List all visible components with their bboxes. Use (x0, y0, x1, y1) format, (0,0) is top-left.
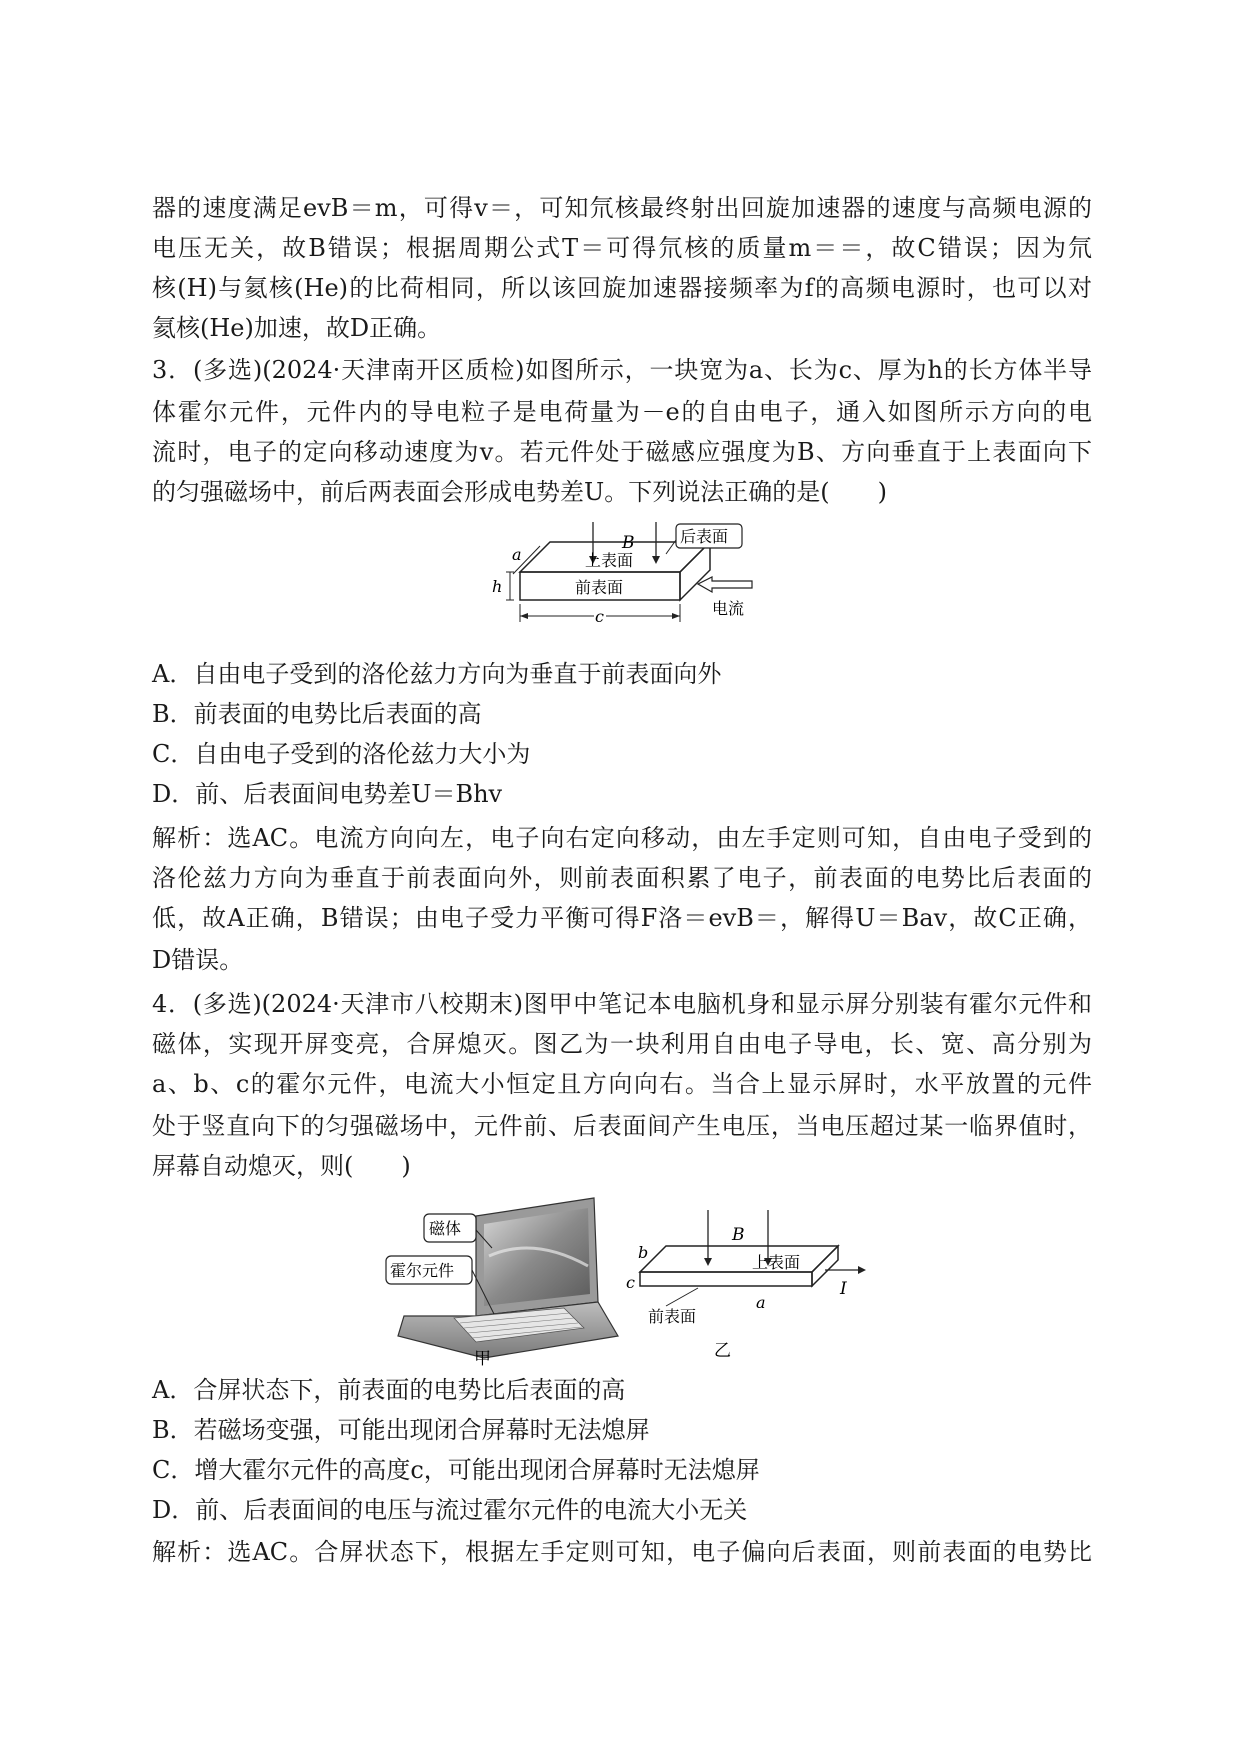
q3-analysis-line: 低，故A正确，B错误；由电子受力平衡可得F洛＝evB＝，解得U＝Bav，故C正确， (152, 904, 1092, 932)
magnet-label: 磁体 (429, 1219, 462, 1238)
q4-stem-line: a、b、c的霍尔元件，电流大小恒定且方向向右。当合上显示屏时，水平放置的元件 (152, 1070, 1092, 1098)
magnetic-field-label: B (622, 533, 635, 553)
q3-option-c: C．自由电子受到的洛伦兹力大小为 (152, 740, 531, 768)
thickness-label-h: h (492, 577, 503, 596)
magnetic-field-label: B (732, 1225, 745, 1245)
q3-option-a: A．自由电子受到的洛伦兹力方向为垂直于前表面向外 (152, 660, 722, 688)
text-line: 器的速度满足evB＝m，可得v＝，可知氘核最终射出回旋加速器的速度与高频电源的 (152, 194, 1092, 222)
width-label-a: a (512, 545, 522, 564)
text-line: 电压无关，故B错误；根据周期公式T＝可得氘核的质量m＝＝，故C错误；因为氘 (152, 234, 1092, 262)
q4-option-a: A．合屏状态下，前表面的电势比后表面的高 (152, 1376, 626, 1404)
q3-stem-line: 3．(多选)(2024·天津南开区质检)如图所示，一块宽为a、长为c、厚为h的长方体半导 (152, 356, 1092, 384)
current-label: 电流 (712, 599, 745, 618)
q4-laptop-figure (384, 1196, 624, 1366)
length-label-a: a (756, 1293, 766, 1312)
current-label-I: I (840, 1279, 847, 1299)
q4-analysis-line: 解析：选AC。合屏状态下，根据左手定则可知，电子偏向后表面，则前表面的电势比 (152, 1538, 1092, 1566)
text-line: 氦核(He)加速，故D正确。 (152, 314, 442, 342)
q4-stem-line: 磁体，实现开屏变亮，合屏熄灭。图乙为一块利用自由电子导电，长、宽、高分别为 (152, 1030, 1092, 1058)
q3-stem-line: 流时，电子的定向移动速度为v。若元件处于磁感应强度为B、方向垂直于上表面向下 (152, 438, 1092, 466)
figure-jia-caption: 甲 (474, 1349, 491, 1366)
q3-option-d: D．前、后表面间电势差U＝Bhv (152, 780, 503, 808)
q4-stem-line: 屏幕自动熄灭，则( ) (152, 1152, 411, 1180)
q3-stem-line: 体霍尔元件，元件内的导电粒子是电荷量为－e的自由电子，通入如图所示方向的电 (152, 398, 1092, 426)
height-label-c: c (626, 1273, 635, 1292)
width-label-b: b (638, 1243, 649, 1262)
q3-analysis-line: 解析：选AC。电流方向向左，电子向右定向移动，由左手定则可知，自由电子受到的 (152, 824, 1092, 852)
q4-hall-element-figure (626, 1210, 876, 1360)
q3-hall-element-figure (480, 522, 780, 650)
q4-option-c: C．增大霍尔元件的高度c，可能出现闭合屏幕时无法熄屏 (152, 1456, 760, 1484)
q3-analysis-line: D错误。 (152, 946, 244, 974)
q3-analysis-line: 洛伦兹力方向为垂直于前表面向外，则前表面积累了电子，前表面的电势比后表面的 (152, 864, 1092, 892)
length-label-c: c (595, 607, 604, 626)
text-line: 核(H)与氦核(He)的比荷相同，所以该回旋加速器接频率为f的高频电源时，也可以对 (152, 274, 1092, 302)
q3-option-b: B．前表面的电势比后表面的高 (152, 700, 482, 728)
q4-stem-line: 处于竖直向下的匀强磁场中，元件前、后表面间产生电压，当电压超过某一临界值时， (152, 1112, 1092, 1140)
q4-stem-line: 4．(多选)(2024·天津市八校期末)图甲中笔记本电脑机身和显示屏分别装有霍尔元件和 (152, 990, 1092, 1018)
front-surface-label: 前表面 (575, 578, 624, 597)
q4-option-d: D．前、后表面间的电压与流过霍尔元件的电流大小无关 (152, 1496, 748, 1524)
figure-yi-caption: 乙 (714, 1341, 731, 1360)
back-surface-label: 后表面 (680, 527, 729, 546)
q4-option-b: B．若磁场变强，可能出现闭合屏幕时无法熄屏 (152, 1416, 650, 1444)
front-surface-label: 前表面 (648, 1307, 697, 1326)
hall-element-label: 霍尔元件 (390, 1261, 455, 1280)
top-surface-label: 上表面 (585, 551, 634, 570)
q3-stem-line: 的匀强磁场中，前后两表面会形成电势差U。下列说法正确的是( ) (152, 478, 887, 506)
top-surface-label: 上表面 (752, 1253, 801, 1272)
